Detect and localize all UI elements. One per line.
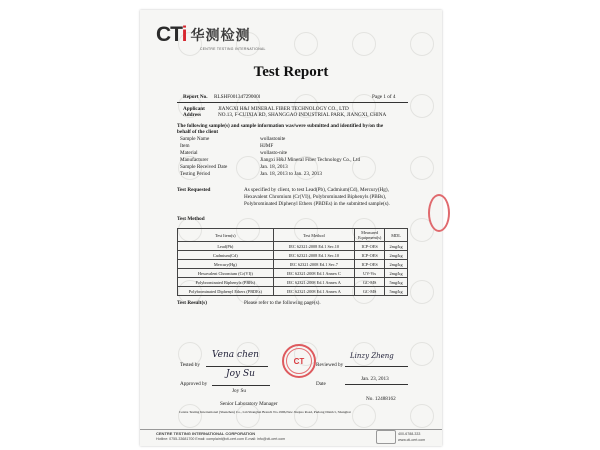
approved-by-line (212, 385, 270, 386)
cell-mdl: 2mg/kg (385, 251, 408, 260)
cell-mdl: 5mg/kg (385, 287, 408, 296)
footer-cti-mark-icon (376, 430, 396, 444)
approved-by-signature: Joy Su (226, 369, 255, 379)
watermark-circle (294, 32, 318, 56)
cell-equipment: GC-MS (355, 278, 385, 287)
cell-item: Polybrominated Diphenyl Ethers (PBDEs) (178, 287, 274, 296)
test-results-label: Test Result(s) (177, 300, 207, 306)
approver-name: Joy Su (232, 388, 246, 394)
test-requested-label: Test Requested (177, 187, 211, 193)
watermark-circle (236, 156, 260, 180)
cell-mdl: 2mg/kg (385, 242, 408, 251)
cell-equipment: ICP-OES (355, 260, 385, 269)
cell-equipment: GC-MS (355, 287, 385, 296)
column-header-mdl: MDL (385, 229, 408, 242)
footer-contact: Hotline: 0755-33681700 Email: complaint@cti-cert.com E-mail: info@cti-cert.com (156, 437, 286, 441)
footer-rule (140, 429, 442, 430)
watermark-circle (410, 342, 434, 366)
reviewed-by-signature: Linzy Zheng (350, 352, 394, 360)
cell-method: IEC 62321:2008 Ed.1 Sec.10 (273, 242, 355, 251)
cell-equipment: UV-Vis (355, 269, 385, 278)
applicant-value: JIANGXI H&J MINERAL FIBER TECHNOLOGY CO., LTD (218, 106, 349, 112)
cell-method: IEC 62321:2008 Ed.1 Sec.7 (273, 260, 355, 269)
report-no-label: Report No. (183, 94, 208, 100)
column-header-equipment (355, 229, 385, 242)
watermark-circle (410, 32, 434, 56)
cell-item: Cadmium(Cd) (178, 251, 274, 260)
table-row (178, 269, 408, 278)
logo-english-name: CENTRE TESTING INTERNATIONAL (200, 47, 266, 51)
date-value: Jan. 23, 2013 (361, 376, 389, 382)
company-address-line: Centre Testing International (Shenzhen) Co., Ltd.Shanghai Branch No.1996,New Jinqiao Road, Pudong District, Shanghai (179, 410, 351, 414)
tested-by-line (206, 366, 268, 367)
seal-text: CT (286, 348, 312, 374)
watermark-circle (410, 94, 434, 118)
logo-brand-prefix: CT (156, 23, 182, 46)
table-header-row (178, 229, 408, 242)
test-results-text: Please refer to the following page(s). (244, 300, 321, 306)
field-label: Sample Received Date (180, 164, 228, 170)
serial-number: No. 12488162 (366, 396, 396, 402)
cti-seal-stamp (282, 344, 316, 378)
report-page (140, 10, 442, 446)
cell-item: Mercury(Hg) (178, 260, 274, 269)
test-requested-line: Hexavalent Chromium (Cr(VI)), Polybrominated Biphenyls (PBBs), (244, 194, 387, 200)
cell-method: IEC 62321:2008 Ed.1 Sec.10 (273, 251, 355, 260)
page-indicator: Page 1 of 4 (372, 94, 396, 100)
footer-phone: 400-6788-333 (398, 432, 421, 436)
address-value: NO.13, F-CUIXIA RD, SHANGGAO INDUSTRIAL PARK, JIANGXI, CHINA (218, 112, 387, 118)
test-requested-line: As specified by client, to test Lead(Pb), Cadmium(Cd), Mercury(Hg), (244, 187, 389, 193)
column-header-item: Test Item(s) (178, 229, 274, 242)
tested-by-signature: Vena chen (212, 350, 259, 360)
field-label: Material (180, 150, 198, 156)
tested-by-label: Tested by (180, 362, 200, 368)
logo-chinese-name: 华测检测 (190, 28, 251, 44)
intro-line-2: behalf of the client (177, 129, 219, 135)
approved-by-label: Approved by (180, 381, 208, 387)
logo-brand-suffix: i (181, 23, 187, 46)
cell-equipment: ICP-OES (355, 242, 385, 251)
cti-logo (156, 24, 250, 46)
test-method-table (177, 228, 408, 296)
cell-item: Polybrominated Biphenyls (PBBs) (178, 278, 274, 287)
watermark-circle (352, 32, 376, 56)
cell-method: IEC 62321:2008 Ed.1 Annex A (273, 278, 355, 287)
watermark-circle (410, 404, 434, 428)
field-label: Sample Name (180, 136, 210, 142)
field-value: HJMF (260, 143, 274, 149)
field-label: Testing Period (180, 171, 211, 177)
cell-mdl: 2mg/kg (385, 269, 408, 278)
watermark-circle (178, 404, 202, 428)
report-no-value: RLSHF00134729000l (214, 94, 261, 100)
table-row (178, 242, 408, 251)
column-header-equipment-line1: Measured (361, 230, 379, 235)
footer-website: www.cti-cert.com (398, 438, 426, 442)
test-method-label: Test Method (177, 216, 205, 222)
cell-item: Hexavalent Chromium (Cr(VI)) (178, 269, 274, 278)
header-rule (177, 102, 408, 103)
reviewed-by-label: Reviewed by (316, 362, 344, 368)
report-title: Test Report (253, 64, 329, 80)
table-row (178, 278, 408, 287)
watermark-circle (410, 280, 434, 304)
table-row (178, 260, 408, 269)
footer-company-name: CENTRE TESTING INTERNATIONAL CORPORATION (156, 431, 256, 436)
cell-equipment: ICP-OES (355, 251, 385, 260)
intro-line-1: The following sample(s) and sample information was/were submitted and identified by/on the (177, 123, 384, 129)
logo-brand (156, 23, 186, 47)
field-value: Jan. 18, 2013 (260, 164, 288, 170)
cell-method: IEC 62321:2008 Ed.1 Annex C (273, 269, 355, 278)
watermark-circle (236, 404, 260, 428)
watermark-circle (294, 404, 318, 428)
cell-mdl: 2mg/kg (385, 260, 408, 269)
field-value: Jiangxi H&J Mineral Fiber Technology Co., Ltd (260, 157, 361, 163)
column-header-method: Test Method (273, 229, 355, 242)
approver-title: Senior Laboratory Manager (220, 401, 278, 407)
table-row (178, 251, 408, 260)
field-value: wollasto-nite (260, 150, 288, 156)
cell-method: IEC 62321:2008 Ed.1 Annex A (273, 287, 355, 296)
cell-item: Lead(Pb) (178, 242, 274, 251)
table-row (178, 287, 408, 296)
date-line (345, 384, 408, 385)
field-label: Manufacturer (180, 157, 209, 163)
watermark-circle (352, 404, 376, 428)
watermark-circle (410, 156, 434, 180)
cell-mdl: 5mg/kg (385, 278, 408, 287)
field-value: wollastonite (260, 136, 286, 142)
applicant-label: Applicant (183, 106, 205, 112)
field-label: Item (180, 143, 190, 149)
column-header-equipment-line2: Equipment(s) (357, 235, 382, 240)
field-value: Jan. 18, 2013 to Jan. 23, 2013 (260, 171, 322, 177)
reviewed-by-line (345, 366, 408, 367)
address-label: Address (183, 112, 202, 118)
test-requested-line: Polybrominated Diphenyl Ethers (PBDEs) in the submitted sample(s). (244, 201, 390, 207)
date-label: Date (316, 381, 326, 387)
red-seal-edge-stamp (428, 194, 450, 232)
